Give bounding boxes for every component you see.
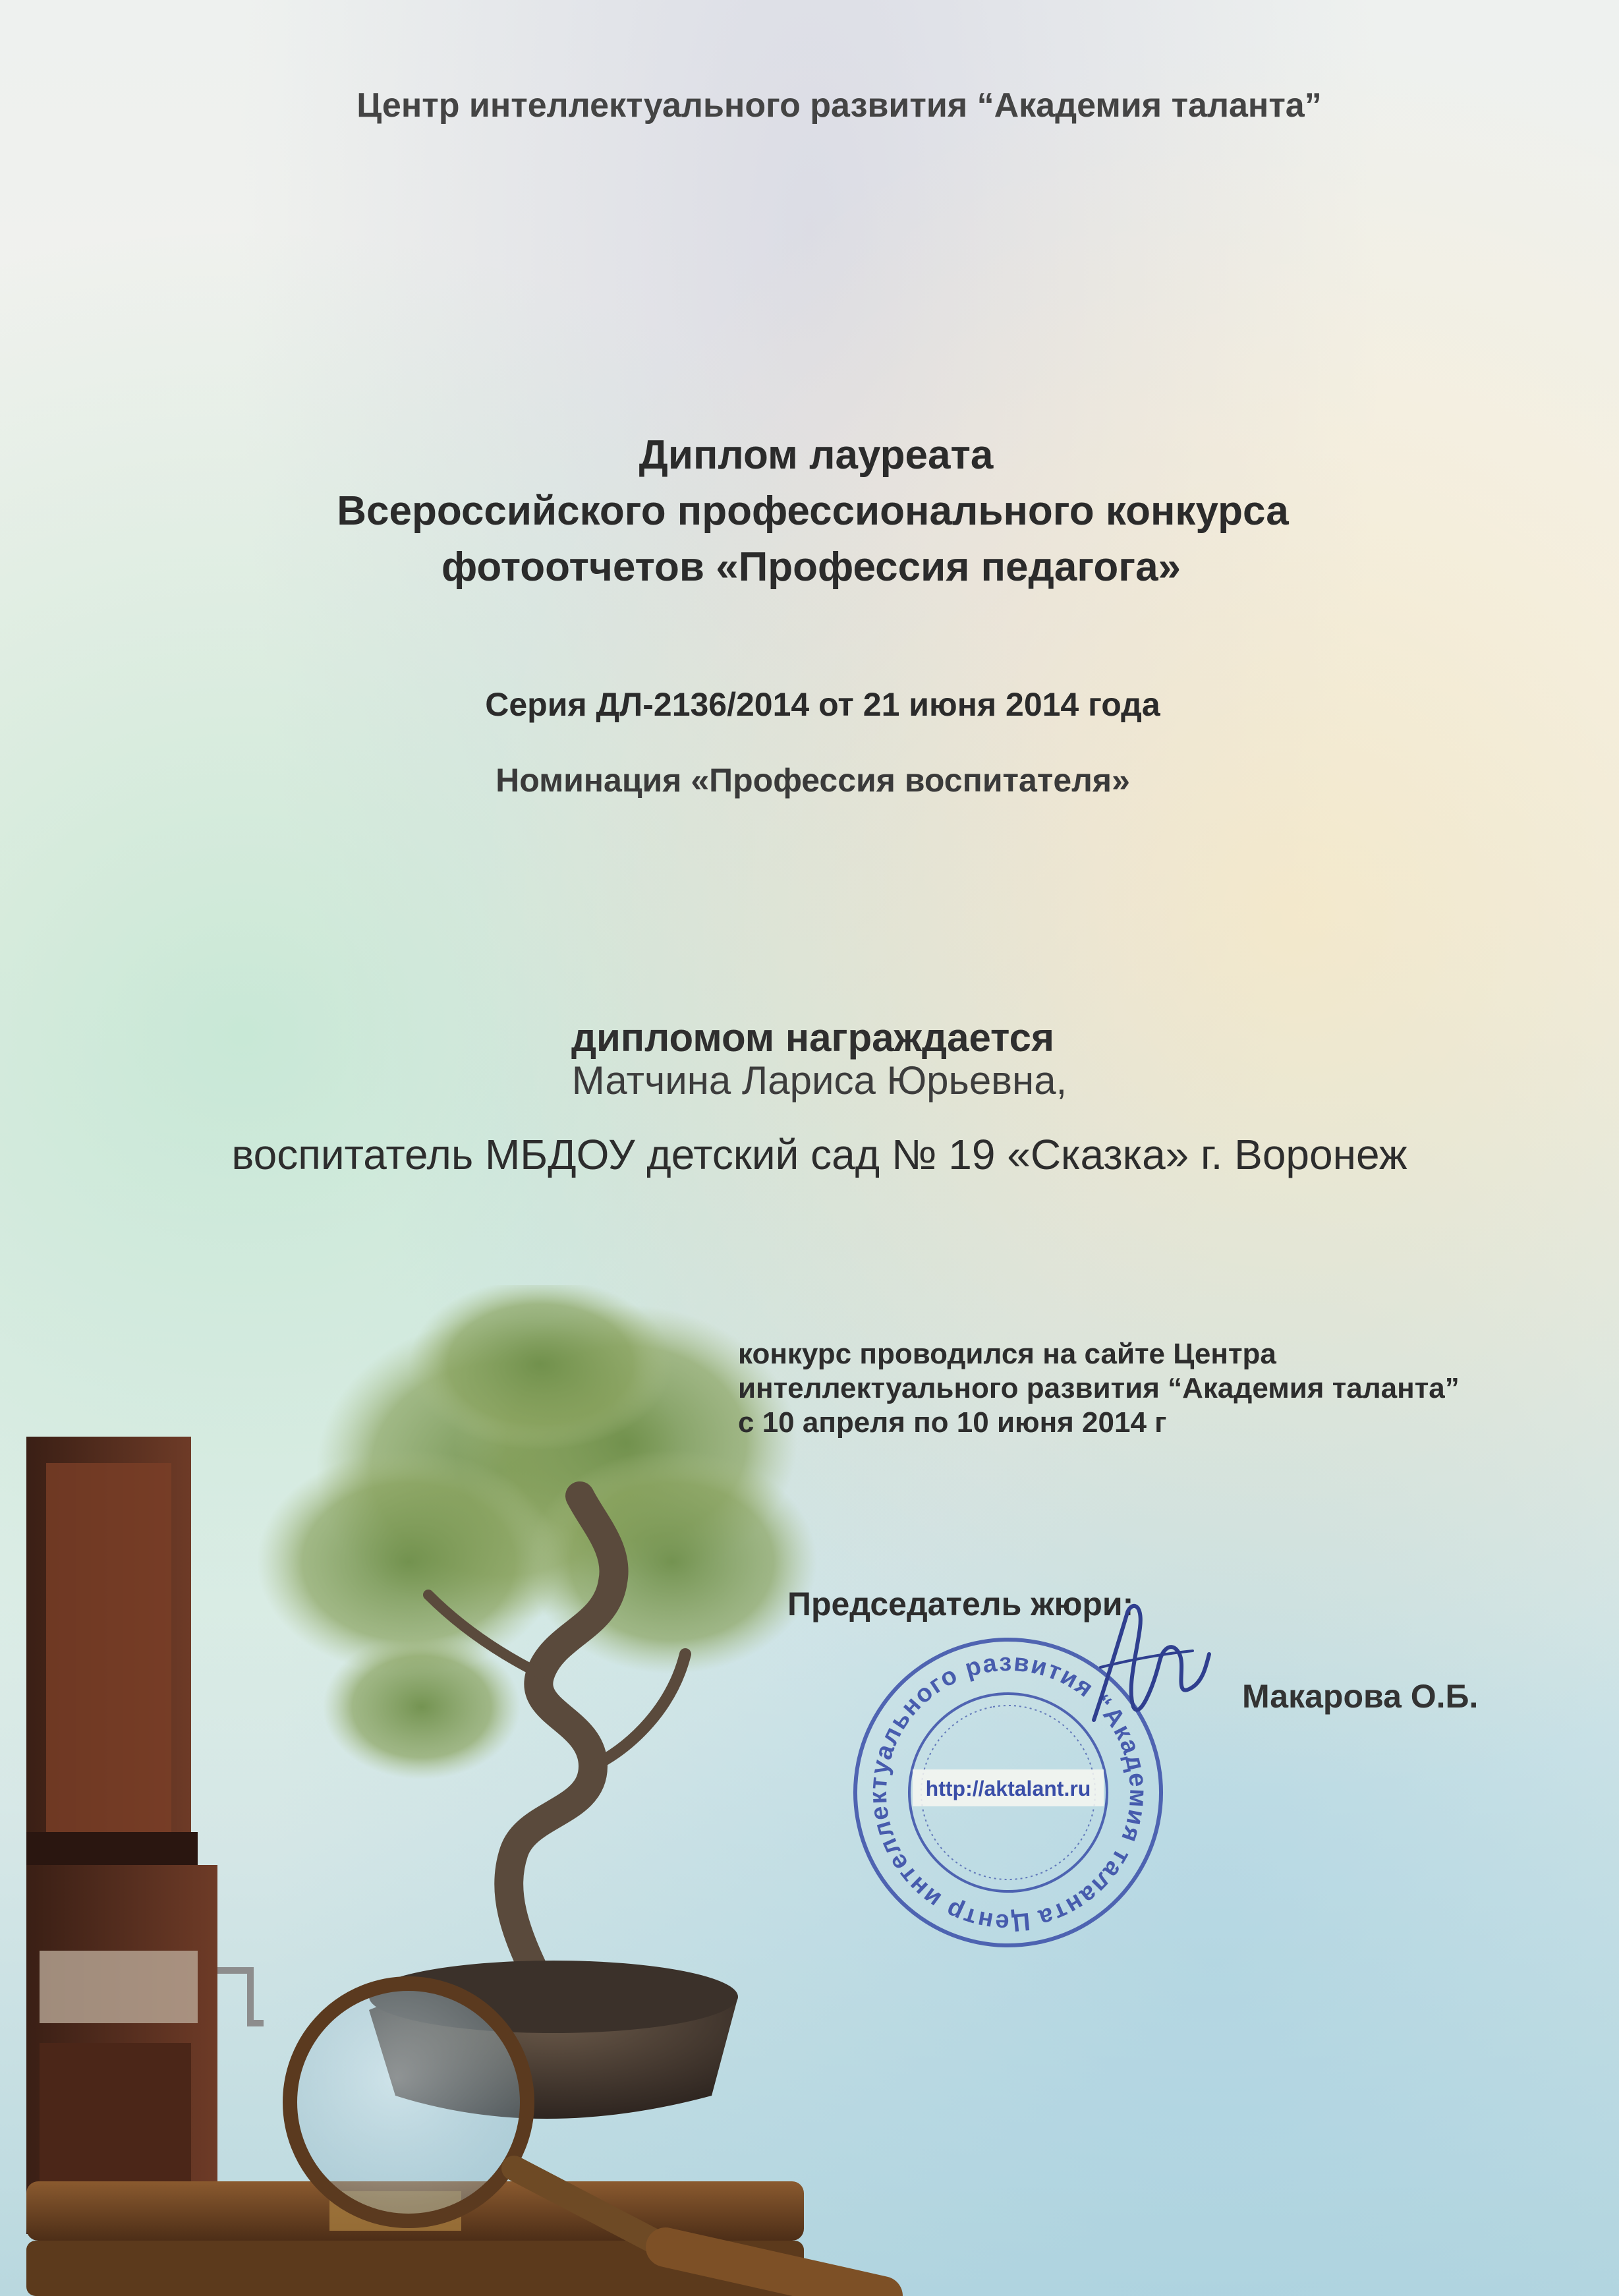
recipient-position: воспитатель МБДОУ детский сад № 19 «Сказка» г. Воронеж	[231, 1131, 1407, 1178]
contest-info-line1: конкурс проводился на сайте Центра	[738, 1338, 1276, 1370]
series-number: Серия ДЛ-2136/2014 от 21 июня 2014 года	[485, 686, 1160, 723]
signature	[1081, 1588, 1212, 1740]
music-box	[26, 1437, 264, 2234]
contest-title-line2: фотоотчетов «Профессия педагога»	[441, 544, 1181, 590]
recipient-name: Матчина Лариса Юрьевна,	[571, 1058, 1067, 1103]
stamp-outer-text: Центр интеллектуального развития “Академия таланта”	[864, 1648, 1152, 1937]
jury-chair-name: Макарова О.Б.	[1242, 1678, 1479, 1715]
contest-info-line2: интеллектуального развития “Академия таланта”	[738, 1372, 1460, 1404]
stamp-center-text: http://aktalant.ru	[925, 1777, 1091, 1800]
contest-title-line1: Всероссийского профессионального конкурса	[337, 488, 1289, 534]
diploma-title: Диплом лауреата	[639, 432, 994, 478]
organization-header: Центр интеллектуального развития “Академия таланта”	[356, 86, 1322, 125]
contest-info-line3: с 10 апреля по 10 июня 2014 г	[738, 1406, 1167, 1439]
jury-chair-label: Председатель жюри:	[787, 1586, 1134, 1622]
nomination: Номинация «Профессия воспитателя»	[496, 762, 1130, 799]
awarded-text: дипломом награждается	[571, 1016, 1055, 1060]
